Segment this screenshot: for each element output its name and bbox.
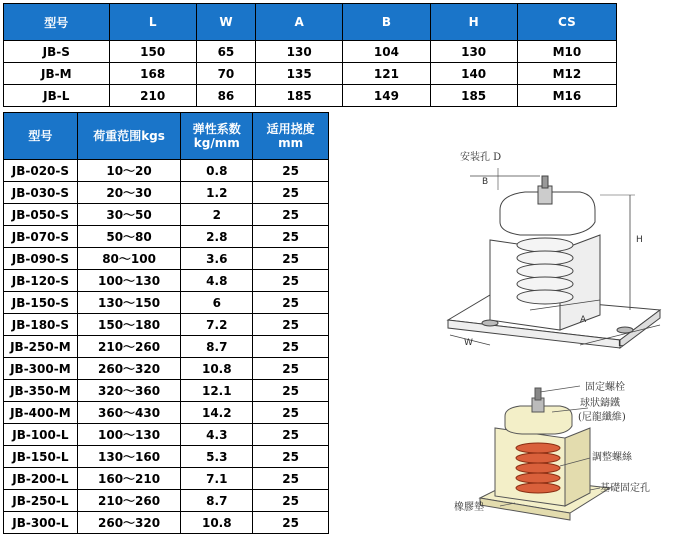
dim-w-label: W xyxy=(464,338,473,348)
label-adjust-screw: 調整螺絲 xyxy=(592,452,632,463)
table-cell: 130～150 xyxy=(77,292,181,314)
table-cell: 320～360 xyxy=(77,380,181,402)
model-row xyxy=(4,490,329,512)
table-cell: 185 xyxy=(430,85,517,107)
label-nylon-fiber: (尼龍纖維) xyxy=(578,412,626,423)
table-cell: JB-400-M xyxy=(4,402,78,424)
dimensions-table xyxy=(3,3,617,107)
col-header-load-range: 荷重范围kgs xyxy=(77,113,181,160)
table-cell: 8.7 xyxy=(181,490,253,512)
model-row xyxy=(4,512,329,534)
col-header: CS xyxy=(517,4,616,41)
col-header: 型号 xyxy=(4,4,110,41)
table-cell: 210～260 xyxy=(77,336,181,358)
model-row xyxy=(4,380,329,402)
model-row xyxy=(4,226,329,248)
model-row xyxy=(4,292,329,314)
table-cell: JB-M xyxy=(4,63,110,85)
table-cell: 25 xyxy=(253,424,329,446)
table-cell: 25 xyxy=(253,402,329,424)
table-cell: 150 xyxy=(109,41,196,63)
table-cell: 140 xyxy=(430,63,517,85)
model-spec-table xyxy=(3,112,329,534)
table-cell: 360～430 xyxy=(77,402,181,424)
label-nodular-iron: 球狀鑄鐵 xyxy=(580,398,620,409)
table-cell: 168 xyxy=(109,63,196,85)
table-cell: 100～130 xyxy=(77,270,181,292)
table-cell: 185 xyxy=(256,85,343,107)
table-cell: 25 xyxy=(253,292,329,314)
table-cell: 4.8 xyxy=(181,270,253,292)
table-cell: JB-350-M xyxy=(4,380,78,402)
dim-h-label: H xyxy=(636,235,643,245)
table-cell: 25 xyxy=(253,380,329,402)
table-cell: 100～130 xyxy=(77,424,181,446)
model-row xyxy=(4,358,329,380)
model-row xyxy=(4,204,329,226)
mount-cutaway-drawing xyxy=(440,378,680,533)
col-header: L xyxy=(109,4,196,41)
table-cell: 210 xyxy=(109,85,196,107)
table-cell: 135 xyxy=(256,63,343,85)
table-cell: JB-150-L xyxy=(4,446,78,468)
table-cell: JB-150-S xyxy=(4,292,78,314)
table-cell: 25 xyxy=(253,336,329,358)
table-cell: 25 xyxy=(253,204,329,226)
table-cell: 25 xyxy=(253,490,329,512)
table-cell: JB-050-S xyxy=(4,204,78,226)
model-row xyxy=(4,314,329,336)
label-base-hole: 基礎固定孔 xyxy=(600,483,650,494)
table-cell: JB-120-S xyxy=(4,270,78,292)
table-cell: 160～210 xyxy=(77,468,181,490)
model-row xyxy=(4,402,329,424)
model-header-row xyxy=(4,113,329,160)
dimensions-header-row xyxy=(4,4,617,41)
table-cell: 10.8 xyxy=(181,358,253,380)
label-rubber-pad: 橡膠墊 xyxy=(454,502,484,513)
col-header: A xyxy=(256,4,343,41)
dim-l-label: L xyxy=(618,339,624,349)
table-cell: 25 xyxy=(253,270,329,292)
model-row xyxy=(4,446,329,468)
table-cell: 2 xyxy=(181,204,253,226)
table-cell: 1.2 xyxy=(181,182,253,204)
mounting-hole-label: 安装孔 D xyxy=(460,152,502,163)
table-cell: 260～320 xyxy=(77,512,181,534)
table-cell: 25 xyxy=(253,182,329,204)
table-cell: M10 xyxy=(517,41,616,63)
dimensions-row xyxy=(4,63,617,85)
table-cell: 0.8 xyxy=(181,160,253,182)
model-row xyxy=(4,182,329,204)
table-cell: M16 xyxy=(517,85,616,107)
table-cell: JB-250-M xyxy=(4,336,78,358)
table-cell: 210～260 xyxy=(77,490,181,512)
table-cell: 150～180 xyxy=(77,314,181,336)
col-header: B xyxy=(343,4,430,41)
dimensions-row xyxy=(4,41,617,63)
table-cell: 4.3 xyxy=(181,424,253,446)
dim-a-label: A xyxy=(580,315,587,325)
col-header-spring-rate: 弹性系数 kg/mm xyxy=(181,113,253,160)
col-header: W xyxy=(196,4,255,41)
table-cell: 25 xyxy=(253,468,329,490)
table-cell: JB-090-S xyxy=(4,248,78,270)
table-cell: 130 xyxy=(430,41,517,63)
table-cell: 121 xyxy=(343,63,430,85)
model-row xyxy=(4,248,329,270)
model-row xyxy=(4,468,329,490)
table-cell: 65 xyxy=(196,41,255,63)
col-header-model: 型号 xyxy=(4,113,78,160)
table-cell: JB-300-M xyxy=(4,358,78,380)
table-cell: JB-180-S xyxy=(4,314,78,336)
table-cell: JB-200-L xyxy=(4,468,78,490)
table-cell: 7.2 xyxy=(181,314,253,336)
table-cell: JB-L xyxy=(4,85,110,107)
table-cell: 104 xyxy=(343,41,430,63)
table-cell: 6 xyxy=(181,292,253,314)
model-row xyxy=(4,270,329,292)
table-cell: 86 xyxy=(196,85,255,107)
table-cell: JB-S xyxy=(4,41,110,63)
col-header-deflection: 适用挠度 mm xyxy=(253,113,329,160)
table-cell: 30～50 xyxy=(77,204,181,226)
table-cell: 5.3 xyxy=(181,446,253,468)
table-cell: 25 xyxy=(253,226,329,248)
table-cell: 3.6 xyxy=(181,248,253,270)
table-cell: 80～100 xyxy=(77,248,181,270)
table-cell: 25 xyxy=(253,512,329,534)
model-row xyxy=(4,336,329,358)
table-cell: 12.1 xyxy=(181,380,253,402)
table-cell: 25 xyxy=(253,248,329,270)
dimensions-row xyxy=(4,85,617,107)
table-cell: 7.1 xyxy=(181,468,253,490)
table-cell: 2.8 xyxy=(181,226,253,248)
table-cell: 50～80 xyxy=(77,226,181,248)
table-cell: JB-300-L xyxy=(4,512,78,534)
table-cell: 20～30 xyxy=(77,182,181,204)
model-row xyxy=(4,424,329,446)
table-cell: 130 xyxy=(256,41,343,63)
table-cell: 149 xyxy=(343,85,430,107)
table-cell: M12 xyxy=(517,63,616,85)
label-fixing-bolt: 固定螺栓 xyxy=(585,382,625,393)
table-cell: 25 xyxy=(253,446,329,468)
table-cell: 260～320 xyxy=(77,358,181,380)
table-cell: 25 xyxy=(253,314,329,336)
table-cell: JB-100-L xyxy=(4,424,78,446)
table-cell: 8.7 xyxy=(181,336,253,358)
model-row xyxy=(4,160,329,182)
table-cell: 25 xyxy=(253,160,329,182)
table-cell: JB-020-S xyxy=(4,160,78,182)
table-cell: JB-070-S xyxy=(4,226,78,248)
table-cell: JB-030-S xyxy=(4,182,78,204)
table-cell: 10.8 xyxy=(181,512,253,534)
table-cell: 25 xyxy=(253,358,329,380)
mount-dimension-drawing xyxy=(430,140,680,370)
table-cell: 130～160 xyxy=(77,446,181,468)
table-cell: JB-250-L xyxy=(4,490,78,512)
dim-b-label: B xyxy=(482,177,489,187)
table-cell: 10～20 xyxy=(77,160,181,182)
table-cell: 70 xyxy=(196,63,255,85)
col-header: H xyxy=(430,4,517,41)
table-cell: 14.2 xyxy=(181,402,253,424)
